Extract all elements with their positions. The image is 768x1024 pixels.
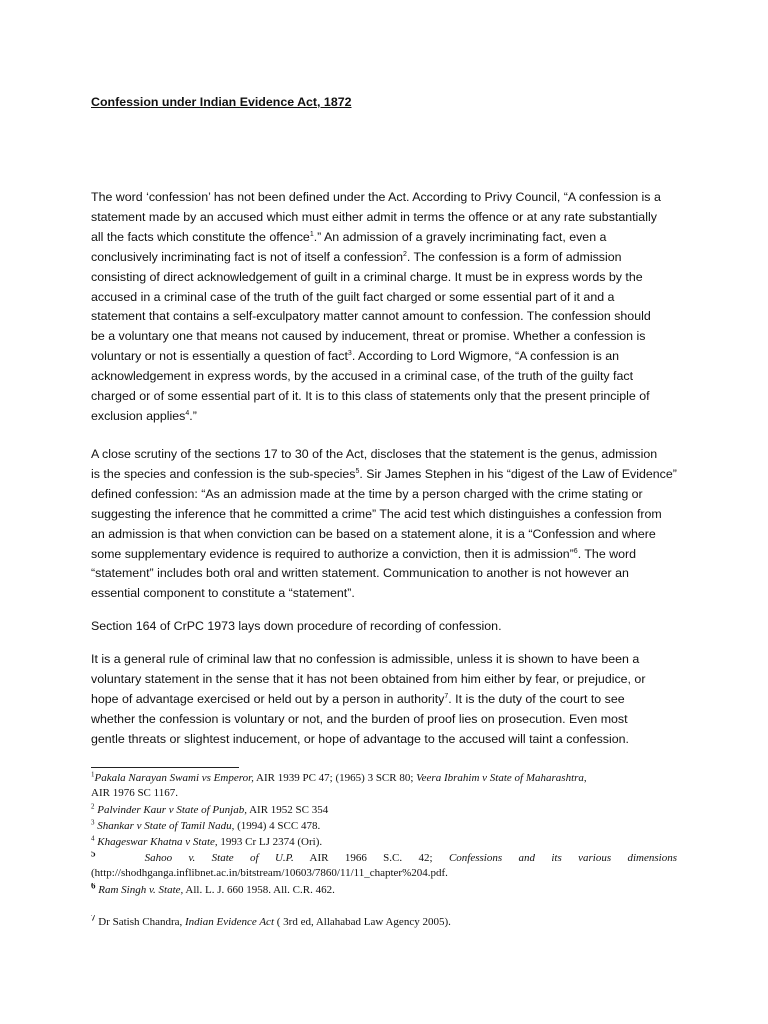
paragraph-scrutiny-of-sections bbox=[91, 445, 677, 604]
footnote-ref-3[interactable]: 3 bbox=[347, 350, 352, 358]
text-line: defined confession: “As an admission made at the time by a person charged with the crime stating or bbox=[91, 486, 643, 501]
footnote-7: $^7$ Dr Satish Chandra, Indian Evidence Act ( 3rd ed, Allahabad Law Agency 2005). bbox=[91, 915, 677, 930]
text-line: The word ‘confession’ has not been defined under the Act. According to Privy Council, “A confession is a bbox=[91, 190, 661, 204]
footnote-number: 7 bbox=[91, 915, 96, 923]
footnote-4: $^4$ Khageswar Khatna v State, 1993 Cr LJ 2374 (Ori). bbox=[91, 835, 323, 848]
text-line: some supplementary evidence is required to authorize a conviction, then it is admission”$^6$. The word bbox=[91, 546, 637, 561]
text-line: A close scrutiny of the sections 17 to 30 of the Act, discloses that the statement is the genus, admission bbox=[91, 447, 658, 461]
text-line: whether the confession is voluntary or not, and the burden of proof lies on prosecution. Even most bbox=[91, 711, 628, 726]
text-line: is the species and confession is the sub-species$^5$. Sir James Stephen in his “digest of the Law of Evidence” bbox=[91, 466, 677, 481]
footnote-ref-2[interactable]: 2 bbox=[402, 250, 407, 258]
paragraph-confession-definition bbox=[91, 188, 677, 427]
footnote-url[interactable]: (http://shodhganga.inflibnet.ac.in/bitstream/10603/7860/11/11_chapter%204.pdf. bbox=[91, 867, 448, 879]
footnote-ref-7[interactable]: 7 bbox=[444, 692, 449, 700]
text-line: charged or of some essential part of it. It is to this class of statements only that the present principle of bbox=[91, 389, 650, 404]
text-line: gentle threats or slightest inducement, or hope of advantage to the accused will taint a confession. bbox=[91, 731, 629, 746]
paragraph-general-rule bbox=[91, 650, 677, 750]
footnote-ref-1[interactable]: 1 bbox=[309, 230, 314, 238]
text-line: exclusion applies$^4$.” bbox=[91, 408, 197, 423]
text-line: hope of advantage exercised or held out by a person in authority$^7$. It is the duty of the court to see bbox=[91, 691, 625, 706]
footnote-2: $^2$ Palvinder Kaur v State of Punjab, AIR 1952 SC 354 bbox=[91, 803, 329, 816]
footnote-5: $^5$ Sahoo v. State of U.P. AIR 1966 S.C. 42; Confessions and its various dimensions (http://shodhganga.inflibnet.ac.in/bitstream/10603/7860/11/11_chapter%204.pdf. bbox=[91, 851, 677, 881]
footnote-1: $^1$Pakala Narayan Swami vs Emperor, AIR 1939 PC 47; (1965) 3 SCR 80; Veera Ibrahim v State of Maharashtra, AIR 1976 SC 1167. bbox=[91, 771, 587, 799]
text-line: acknowledgement in express words, by the accused in a criminal case, of the truth of the guilty fact bbox=[91, 369, 634, 384]
footnote-separator bbox=[91, 767, 239, 768]
footnote-ref-5[interactable]: 5 bbox=[355, 467, 360, 475]
text-line: statement that contains a self-exculpatory matter cannot amount to confession. The confession should bbox=[91, 309, 651, 324]
paragraph-section-164 bbox=[91, 617, 677, 637]
text-line: statement made by an accused which must either admit in terms the offence or at any rate substantially bbox=[91, 209, 657, 224]
footnote-number: 3 bbox=[91, 819, 95, 827]
text-line: voluntary or not is essentially a question of fact$^3$. According to Lord Wigmore, “A confession is an bbox=[91, 349, 620, 364]
footnote-ref-6[interactable]: 6 bbox=[573, 547, 578, 555]
text-line: accused in a criminal case of the truth of the guilt fact charged or some essential part of it and a bbox=[91, 289, 615, 304]
text-line: voluntary statement in the sense that it has not been obtained from him either by fear, or prejudice, or bbox=[91, 671, 646, 686]
text-line: “statement” includes both oral and written statement. Communication to another is not however an bbox=[91, 566, 629, 581]
footnote-number: 4 bbox=[91, 835, 95, 843]
text-line: an admission is that when conviction can be based on a statement alone, it is a “Confession and where bbox=[91, 526, 656, 541]
text-line: conclusively incriminating fact is not of itself a confession$^2$. The confession is a form of admission bbox=[91, 249, 622, 264]
footnote-number: 6 bbox=[91, 883, 96, 891]
footnote-number: 1 bbox=[91, 771, 95, 779]
footnote-number: 2 bbox=[91, 803, 95, 811]
text-line: all the facts which constitute the offence$^1$.” An admission of a gravely incriminating fact, even a bbox=[91, 229, 607, 244]
footnote-number: 5 bbox=[91, 851, 96, 859]
text-line: It is a general rule of criminal law that no confession is admissible, unless it is shown to have been a bbox=[91, 652, 640, 666]
text-line: suggesting the inference that he committed a crime” The acid test which distinguishes a confession from bbox=[91, 506, 662, 521]
text-line: essential component to constitute a “statement”. bbox=[91, 586, 355, 601]
text-line: consisting of direct acknowledgement of guilt in a criminal charge. It must be in express words by the bbox=[91, 269, 643, 284]
text-line: be a voluntary one that means not caused by inducement, threat or promise. Whether a confession is bbox=[91, 329, 646, 344]
document-title: Confession under Indian Evidence Act, 1872 bbox=[91, 95, 352, 109]
footnote-6: $^6$ Ram Singh v. State, All. L. J. 660 1958. All. C.R. 462. bbox=[91, 883, 677, 898]
footnote-ref-4[interactable]: 4 bbox=[185, 409, 190, 417]
text-line: Section 164 of CrPC 1973 lays down procedure of recording of confession. bbox=[91, 619, 502, 633]
footnote-3: $^3$ Shankar v State of Tamil Nadu, (1994) 4 SCC 478. bbox=[91, 819, 321, 832]
